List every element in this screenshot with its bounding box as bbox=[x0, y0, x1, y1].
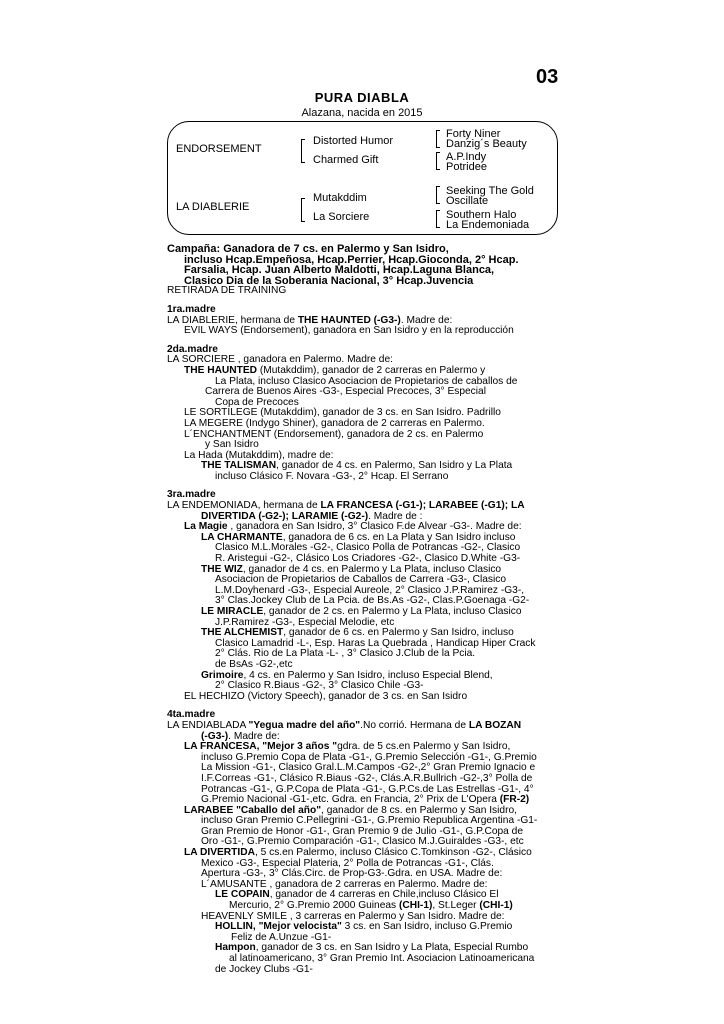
bracket bbox=[436, 186, 440, 204]
campaign-line: Clasico Dia de la Soberania Nacional, 3° Hcap.Juvencia bbox=[184, 274, 474, 287]
text-line: R. Aristegui -G2-, Clásico Los Criadores -G2-, Clasico D.White -G3- bbox=[215, 553, 521, 565]
text-line: LA DIVERTIDA, 5 cs.en Palermo, incluso Clásico C.Tomkinson -G2-, Clásico bbox=[184, 847, 532, 859]
text-line: Clasico Lamadrid -L-, Esp. Haras La Quebrada , Handicap Hiper Crack bbox=[215, 637, 536, 649]
text-line: Apertura -G3-, 3° Clás.Circ. de Prop-G3-.Gdra. en USA. Madre de: bbox=[201, 868, 503, 880]
text-line: Gran Premio de Honor -G1-, Gran Premio 9 de Julio -G1-, G.P.Copa de bbox=[201, 825, 523, 837]
campaign-retired: RETIRADA DE TRAINING bbox=[167, 285, 287, 297]
pedigree-ggp-3: A.P.Indy bbox=[446, 151, 487, 163]
pedigree-ggp-2: Danzig´s Beauty bbox=[446, 138, 527, 150]
bracket bbox=[301, 198, 305, 222]
horse-subtitle: Alazana, nacida en 2015 bbox=[301, 107, 423, 119]
bracket bbox=[436, 152, 440, 170]
text-line: LE COPAIN, ganador de 4 carreras en Chile,incluso Clásico El bbox=[215, 889, 499, 901]
text-line: incluso G.Premio Copa de Plata -G1-, G.Premio Selección -G1-, G.Premio bbox=[201, 751, 537, 763]
text-line: Potrancas -G1-, G.P.Copa de Plata -G1-, G.P.Cs.de Las Estrellas -G1-, 4° bbox=[201, 783, 534, 795]
text-line: L´AMUSANTE , ganadora de 2 carreras en Palermo. Madre de: bbox=[201, 878, 488, 890]
pedigree-dam-sire: Mutakddim bbox=[313, 192, 367, 204]
campaign-line: Campaña: Ganadora de 7 cs. en Palermo y San Isidro, bbox=[167, 243, 449, 255]
text-line: Mercurio, 2° G.Premio 2000 Guineas (CHI-1), St.Leger (CHI-1) bbox=[229, 900, 513, 912]
text-line: L´ENCHANTMENT (Endorsement), ganadora de 2 cs. en Palermo bbox=[184, 428, 484, 440]
pedigree-dam-dam: La Sorciere bbox=[313, 211, 370, 223]
document-body bbox=[167, 244, 567, 975]
text-line: HEAVENLY SMILE , 3 carreras en Palermo y San Isidro. Madre de: bbox=[201, 910, 505, 922]
text-line: (-G3-). Madre de: bbox=[201, 730, 280, 742]
bracket bbox=[301, 139, 305, 163]
text-line: Grimoire, 4 cs. en Palermo y San Isidro, incluso Especial Blend, bbox=[201, 669, 493, 681]
text-line: LA DIABLERIE, hermana de THE HAUNTED (-G3-). Madre de: bbox=[167, 314, 453, 326]
text-line: EVIL WAYS (Endorsement), ganadora en San Isidro y en la reproducción bbox=[184, 325, 514, 337]
pedigree-ggp-4: Potridee bbox=[446, 161, 487, 173]
text-line: LA ENDIABLADA "Yegua madre del año".No corrió. Hermana de LA BOZAN bbox=[167, 719, 522, 731]
text-line: LA SORCIERE , ganadora en Palermo. Madre de: bbox=[167, 354, 393, 366]
text-line: Carrera de Buenos Aires -G3-, Especial Precoces, 3° Especial bbox=[205, 386, 486, 398]
text-line: Clasico M.L.Morales -G2-, Clasico Polla de Potrancas -G2-, Clasico bbox=[215, 542, 521, 554]
text-line: incluso Clásico F. Novara -G3-, 2° Hcap. El Serrano bbox=[215, 470, 449, 482]
text-line: La Hada (Mutakddim), madre de: bbox=[184, 449, 334, 461]
section-title-1: 1ra.madre bbox=[167, 303, 216, 315]
pedigree-ggp-1: Forty Niner bbox=[446, 128, 501, 140]
section-title-4: 4ta.madre bbox=[167, 709, 216, 721]
text-line: EL HECHIZO (Victory Speech), ganador de 3 cs. en San Isidro bbox=[184, 690, 468, 702]
text-line: de BsAs -G2-,etc bbox=[215, 658, 293, 670]
pedigree-dam: LA DIABLERIE bbox=[176, 201, 250, 213]
text-line: THE TALISMAN, ganador de 4 cs. en Palermo, San Isidro y La Plata bbox=[201, 460, 513, 472]
text-line: Hampon, ganador de 3 cs. en San Isidro y La Plata, Especial Rumbo bbox=[215, 942, 529, 954]
text-line: J.P.Ramirez -G3-, Especial Melodie, etc bbox=[215, 616, 395, 628]
text-line: LA FRANCESA, "Mejor 3 años "gdra. de 5 cs.en Palermo y San Isidro, bbox=[184, 741, 511, 753]
text-line: Oro -G1-, G.Premio Comparación -G1-, Clasico M.J.Guiraldes -G3-, etc bbox=[201, 836, 524, 848]
pedigree-sire: ENDORSEMENT bbox=[176, 143, 262, 155]
text-line: LE MIRACLE, ganador de 2 cs. en Palermo y La Plata, incluso Clasico bbox=[201, 606, 522, 617]
pedigree-ggp-6: Oscillate bbox=[446, 195, 489, 207]
bracket bbox=[436, 130, 440, 148]
text-line: La Mission -G1-, Clasico Gral.L.M.Campos -G2-,2° Gran Premio Ignacio e bbox=[201, 762, 536, 774]
text-line: Asociacion de Propietarios de Caballos de Carrera -G3-, Clasico bbox=[215, 574, 507, 586]
pedigree-ggp-8: La Endemoniada bbox=[446, 219, 530, 231]
horse-name: PURA DIABLA bbox=[314, 90, 410, 105]
campaign-line: Farsalia, Hcap. Juan Alberto Maldotti, Hcap.Laguna Blanca, bbox=[184, 264, 495, 277]
text-line: THE ALCHEMIST, ganador de 6 cs. en Palermo y San Isidro, incluso bbox=[201, 627, 514, 639]
text-line: I.F.Correas -G1-, Clásico R.Biaus -G2-, Clás.A.R.Bullrich -G2-,3° Polla de bbox=[201, 772, 533, 784]
text-line: Copa de Precoces bbox=[215, 396, 299, 408]
text-line: LA CHARMANTE, ganadora de 6 cs. en La Plata y San Isidro incluso bbox=[201, 531, 516, 543]
text-line: HOLLIN, "Mejor velocista" 3 cs. en San Isidro, incluso G.Premio bbox=[215, 921, 513, 933]
text-line: 2° Clasico R.Biaus -G2-, 3° Clasico Chile -G3- bbox=[215, 680, 424, 692]
text-line: LE SORTILEGE (Mutakddim), ganador de 3 cs. en San Isidro. Padrillo bbox=[184, 407, 501, 419]
pedigree-ggp-7: Southern Halo bbox=[446, 209, 517, 221]
text-line: L.M.Doyhenard -G3-, Especial Aureole, 2° Clasico J.P.Ramirez -G3-, bbox=[215, 584, 525, 596]
text-line: Mexico -G3-, Especial Plateria, 2° Polla de Potrancas -G1-, Clás. bbox=[201, 857, 494, 869]
text-line: LA MEGERE (Indygo Shiner), ganadora de 2 carreras en Palermo. bbox=[184, 417, 485, 429]
text-line: La Plata, incluso Clasico Asociacion de Propietarios de caballos de bbox=[215, 375, 518, 387]
text-line: Feliz de A.Unzue -G1- bbox=[231, 931, 332, 943]
bracket bbox=[436, 210, 440, 228]
campaign-line: incluso Hcap.Empeñosa, Hcap.Perrier, Hcap.Gioconda, 2° Hcap. bbox=[184, 253, 519, 266]
pedigree-sire-dam: Charmed Gift bbox=[313, 154, 379, 166]
text-line: y San Isidro bbox=[205, 439, 259, 451]
text-line: G.Premio Nacional -G1-,etc. Gdra. en Francia, 2° Prix de L'Opera (FR-2) bbox=[201, 794, 530, 806]
text-line: LA ENDEMONIADA, hermana de LA FRANCESA (-G1-); LARABEE (-G1); LA bbox=[167, 500, 525, 512]
section-title-2: 2da.madre bbox=[167, 343, 218, 355]
text-line: 2° Clás. Rio de La Plata -L- , 3° Clasico J.Club de la Pcia. bbox=[215, 648, 476, 660]
pedigree-ggp-5: Seeking The Gold bbox=[446, 185, 534, 197]
text-line: DIVERTIDA (-G2-); LARAMIE (-G2-). Madre de : bbox=[201, 510, 423, 522]
section-title-3: 3ra.madre bbox=[167, 489, 216, 501]
pedigree-sire-sire: Distorted Humor bbox=[313, 135, 394, 147]
page-number: 03 bbox=[536, 66, 559, 88]
text-line: THE HAUNTED (Mutakddim), ganador de 2 carreras en Palermo y bbox=[184, 364, 486, 376]
text-line: incluso Gran Premio C.Pellegrini -G1-, G.Premio Republica Argentina -G1- bbox=[201, 815, 538, 827]
text-line: La Magie , ganadora en San Isidro, 3° Clasico F.de Alvear -G3-. Madre de: bbox=[184, 521, 522, 533]
text-line: THE WIZ, ganador de 4 cs. en Palermo y La Plata, incluso Clasico bbox=[201, 563, 502, 575]
text-line: 3° Clas.Jockey Club de La Pcia. de Bs.As -G2-, Clas.P.Goenaga -G2- bbox=[215, 595, 530, 607]
text-line: al latinoamericano, 3° Gran Premio Int. Asociacion Latinoamericana bbox=[229, 953, 535, 964]
text-line: LARABEE "Caballo del año", ganador de 8 cs. en Palermo y San Isidro, bbox=[184, 804, 517, 816]
text-line: de Jockey Clubs -G1- bbox=[215, 963, 313, 975]
